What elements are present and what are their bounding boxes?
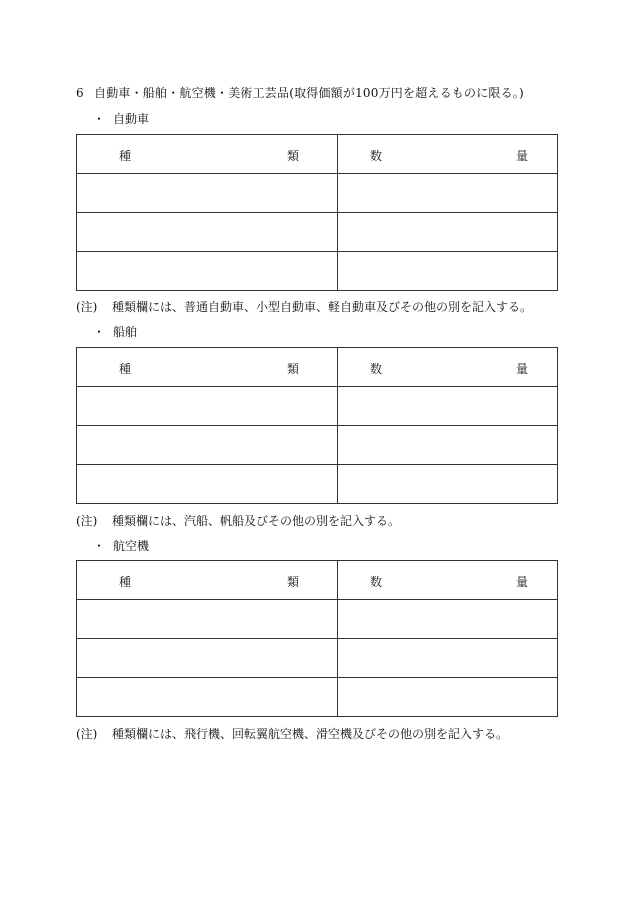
bullet-mark: ・ bbox=[93, 112, 106, 126]
automobile-table bbox=[76, 134, 558, 291]
automobile-note bbox=[76, 298, 532, 315]
table-row bbox=[77, 426, 558, 465]
header-qty-right: 量 bbox=[516, 575, 529, 589]
bullet-mark: ・ bbox=[93, 325, 106, 339]
aircraft-table bbox=[76, 560, 558, 717]
header-kind bbox=[77, 348, 338, 387]
ship-table bbox=[76, 347, 558, 504]
quantity-cell[interactable] bbox=[338, 252, 558, 291]
header-kind-right: 類 bbox=[287, 575, 300, 589]
table-row bbox=[77, 678, 558, 717]
quantity-cell[interactable] bbox=[338, 426, 558, 465]
section-number: 6 bbox=[76, 86, 84, 100]
subsection-title: 自動車 bbox=[113, 112, 150, 126]
quantity-cell[interactable] bbox=[338, 174, 558, 213]
table-row bbox=[77, 252, 558, 291]
subsection-title: 船舶 bbox=[113, 325, 138, 339]
header-kind bbox=[77, 135, 338, 174]
kind-cell[interactable] bbox=[77, 213, 338, 252]
note-text: 種類欄には、飛行機、回転翼航空機、滑空機及びその他の別を記入する。 bbox=[112, 727, 509, 741]
note-text: 種類欄には、汽船、帆船及びその他の別を記入する。 bbox=[112, 514, 401, 528]
header-kind-right: 類 bbox=[287, 362, 300, 376]
header-kind-left: 種 bbox=[119, 362, 132, 376]
quantity-cell[interactable] bbox=[338, 639, 558, 678]
header-qty-left: 数 bbox=[370, 362, 383, 376]
kind-cell[interactable] bbox=[77, 678, 338, 717]
table-row bbox=[77, 174, 558, 213]
table-header-row bbox=[77, 348, 558, 387]
table-row bbox=[77, 600, 558, 639]
kind-cell[interactable] bbox=[77, 252, 338, 291]
table-row bbox=[77, 465, 558, 504]
header-kind-left: 種 bbox=[119, 149, 132, 163]
kind-cell[interactable] bbox=[77, 174, 338, 213]
kind-cell[interactable] bbox=[77, 600, 338, 639]
quantity-cell[interactable] bbox=[338, 678, 558, 717]
subsection-aircraft bbox=[93, 537, 149, 554]
kind-cell[interactable] bbox=[77, 426, 338, 465]
subsection-automobile bbox=[93, 110, 149, 127]
table-header-row bbox=[77, 561, 558, 600]
quantity-cell[interactable] bbox=[338, 213, 558, 252]
header-quantity bbox=[338, 348, 558, 387]
ship-note bbox=[76, 512, 400, 529]
note-tag: (注) bbox=[76, 727, 98, 741]
header-qty-left: 数 bbox=[370, 149, 383, 163]
header-qty-left: 数 bbox=[370, 575, 383, 589]
header-quantity bbox=[338, 135, 558, 174]
header-kind-right: 類 bbox=[287, 149, 300, 163]
table-row bbox=[77, 387, 558, 426]
note-tag: (注) bbox=[76, 300, 98, 314]
quantity-cell[interactable] bbox=[338, 387, 558, 426]
table-row bbox=[77, 639, 558, 678]
quantity-cell[interactable] bbox=[338, 600, 558, 639]
header-qty-right: 量 bbox=[516, 149, 529, 163]
header-kind-left: 種 bbox=[119, 575, 132, 589]
section-title: 自動車・船舶・航空機・美術工芸品(取得価額が100万円を超えるものに限る。) bbox=[94, 86, 524, 100]
kind-cell[interactable] bbox=[77, 465, 338, 504]
note-tag: (注) bbox=[76, 514, 98, 528]
header-quantity bbox=[338, 561, 558, 600]
header-qty-right: 量 bbox=[516, 362, 529, 376]
subsection-title: 航空機 bbox=[113, 539, 150, 553]
kind-cell[interactable] bbox=[77, 387, 338, 426]
table-row bbox=[77, 213, 558, 252]
header-kind bbox=[77, 561, 338, 600]
bullet-mark: ・ bbox=[93, 539, 106, 553]
aircraft-note bbox=[76, 725, 508, 742]
table-header-row bbox=[77, 135, 558, 174]
section-heading bbox=[76, 84, 524, 101]
subsection-ship bbox=[93, 323, 137, 340]
kind-cell[interactable] bbox=[77, 639, 338, 678]
note-text: 種類欄には、普通自動車、小型自動車、軽自動車及びその他の別を記入する。 bbox=[112, 300, 533, 314]
quantity-cell[interactable] bbox=[338, 465, 558, 504]
